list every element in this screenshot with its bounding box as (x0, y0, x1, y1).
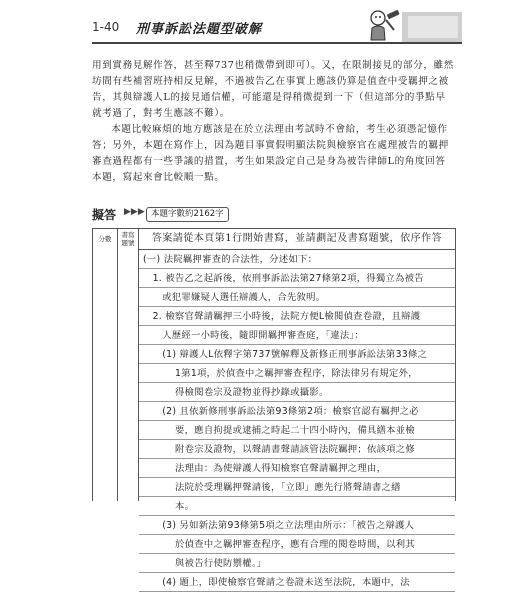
score-header: 分數 (98, 235, 112, 243)
answer-line: 1第1項，於偵查中之羈押審查程序，除法律另有規定外， (143, 368, 418, 379)
answer-line: (1) 辯護人L依釋字第737號解釋及新修正刑事訴訟法第33條之 (143, 349, 428, 360)
answer-label: 擬答 (92, 208, 117, 222)
answer-line: 本。 (143, 501, 195, 512)
marker-header: 書寫題號 (121, 231, 135, 247)
answer-line: 法院於受理羈押聲請後，「立即」應先行將聲請書之繕 (143, 482, 401, 493)
arrow-icon: ▶▶▶ (124, 207, 145, 217)
answer-label-row (92, 206, 454, 224)
word-count-badge: 本題字數約2162字 (146, 207, 229, 222)
answer-line: 1. 被告乙之起訴後，依刑事訴訟法第27條第2項，得獨立為被告 (143, 273, 424, 284)
answer-line: 得檢閱卷宗及證物並得抄錄或攝影。 (143, 387, 329, 398)
answer-line: 或犯罪嫌疑人選任辯護人，合先敘明。 (143, 292, 326, 303)
answer-line: (一) 法院羈押審查的合法性，分述如下： (143, 254, 318, 265)
answer-line: (4) 題上，即使檢察官聲請之卷證未送至法院，本題中，法 (143, 577, 410, 588)
answer-line: 要，應自拘提或逮捕之時起二十四小時內，備具繕本並檢 (143, 425, 415, 436)
page-header (92, 12, 462, 44)
question-number-column (118, 229, 139, 501)
paragraph: 用到實務見解作答，甚至釋737也稍微帶到即可）。又，在限制接見的部分，雖然坊間有些補習班持相反見解，不過被告乙在事實上應該仍算是值查中受羈押之被告，其與辯護人L的接見通信權，可能還是得稍微提到一下（但這部分的爭點早就考過了，對考生應該不難）。 (92, 60, 454, 119)
page-number: 1-40 (92, 20, 120, 34)
answer-line: 與被告行使防禦權。」 (143, 558, 267, 569)
paragraph: 本題比較麻煩的地方應該是在於立法理由考試時不會給，考生必須憑記憶作答；另外，本題在寫作上，因為題目事實假明顯法院與檢察官在處理被告的羈押審查過程都有一些爭議的措置，考生如果設定自己是身為被告律師L的角度回答本題，寫起來會比較順一點。 (92, 124, 449, 183)
sheet-instructions: 答案請從本頁第1行開始書寫，並請劃記及書寫題號，依序作答 (139, 229, 455, 250)
header-decoration (402, 12, 462, 42)
answer-sheet (92, 228, 456, 588)
answer-line: 2. 檢察官聲請羈押三小時後，法院方便L檢閱偵查卷證，且辯護 (143, 311, 421, 322)
answer-line: 人歷經一小時後，隨即開羈押審查庭，「違法」： (143, 330, 365, 341)
answer-line: (3) 另如新法第93條第5項之立法理由所示：「被告之辯護人 (143, 520, 415, 531)
answer-line: 法理由：為使辯護人得知檢察官聲請羈押之理由， (143, 463, 387, 474)
body-text (92, 58, 454, 186)
answer-line: 於偵查中之羈押審查程序，應有合理的閱卷時間，以利其 (143, 539, 415, 550)
judge-mascot-icon (364, 6, 402, 42)
score-column (93, 229, 118, 501)
book-title: 刑事訴訟法題型破解 (136, 22, 263, 37)
answer-line: (2) 且依新修刑事訴訟法第93條第2項：檢察官認有羈押之必 (143, 406, 419, 417)
answer-line: 附卷宗及證物，以聲請書聲請該管法院羈押；依該項之修 (143, 444, 415, 455)
